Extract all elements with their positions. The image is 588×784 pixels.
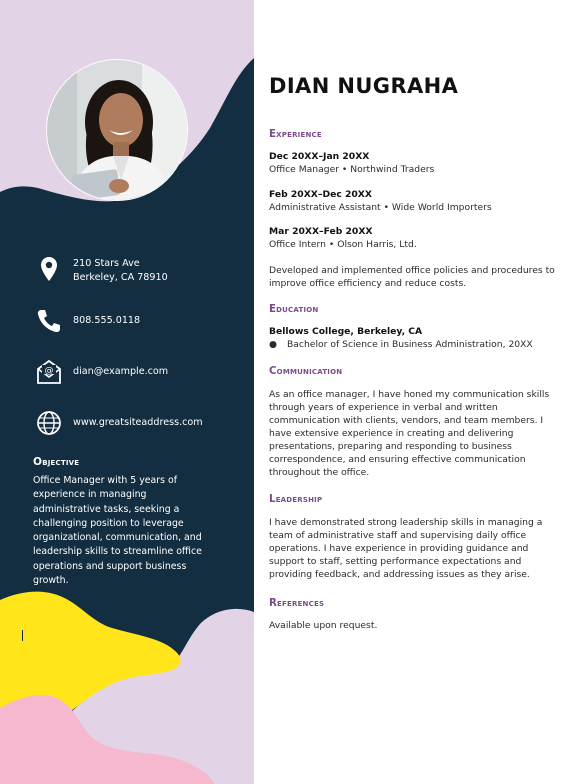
- sidebar: [0, 0, 254, 784]
- education-heading: Education: [269, 304, 319, 315]
- objective-heading: Objective: [33, 456, 80, 468]
- job-entry: [269, 225, 559, 251]
- experience-heading: Experience: [269, 129, 322, 140]
- text-cursor: [22, 630, 23, 641]
- contact-phone: [34, 306, 141, 336]
- globe-icon: [34, 408, 64, 438]
- education-degree-item: [269, 339, 533, 350]
- communication-heading: Communication: [269, 366, 343, 377]
- job-role: Administrative Assistant • Wide World Importers: [269, 202, 492, 213]
- address-line-1: 210 Stars Ave: [73, 258, 140, 269]
- leadership-heading: Leadership: [269, 494, 323, 505]
- website-url[interactable]: www.greatsiteaddress.com: [73, 417, 203, 428]
- contact-website: [34, 408, 203, 438]
- references-text: Available upon request.: [269, 620, 378, 631]
- job-dates: Dec 20XX–Jan 20XX: [269, 151, 370, 162]
- leadership-text: I have demonstrated strong leadership skills in managing a team of administrative staff and supervising daily office operations. I have experience in providing guidance and support to staff, setting performance expectations and providing feedback, and addressing issues as they arise.: [269, 517, 543, 580]
- location-pin-icon: [34, 254, 64, 284]
- job-dates: Mar 20XX–Feb 20XX: [269, 226, 373, 237]
- job-role: Office Manager • Northwind Traders: [269, 164, 435, 175]
- education-school-row: [269, 325, 559, 338]
- address-line-2: Berkeley, CA 78910: [73, 272, 168, 283]
- contact-email: [34, 357, 169, 387]
- education-degree: Bachelor of Science in Business Administration, 20XX: [287, 339, 533, 350]
- bullet: ●: [269, 339, 278, 350]
- email-address[interactable]: dian@example.com: [73, 366, 169, 377]
- contact-address: [34, 254, 168, 284]
- job-role: Office Intern • Olson Harris, Ltd.: [269, 239, 417, 250]
- job-entry: [269, 188, 559, 214]
- job-dates: Feb 20XX–Dec 20XX: [269, 189, 372, 200]
- education-school: Bellows College, Berkeley, CA: [269, 326, 423, 337]
- profile-photo: [46, 59, 188, 201]
- job-entry: [269, 150, 559, 176]
- svg-text:@: @: [44, 366, 54, 376]
- communication-text: As an office manager, I have honed my communication skills through years of experience in verbal and written communication with clients, vendors, and team members. I have extensive experience in creating and delivering presentations, preparing and responding to business correspondence, and ensuring effective communication throughout the office.: [269, 389, 550, 478]
- objective-text: Office Manager with 5 years of experience in managing administrative tasks, seeking a challenging position to leverage organizational, communication, and leadership skills to streamline office operations and support business growth.: [33, 475, 202, 587]
- phone-number[interactable]: 808.555.0118: [73, 315, 141, 326]
- references-heading: References: [269, 598, 325, 609]
- phone-icon: [34, 306, 64, 336]
- experience-summary: Developed and implemented office policies and procedures to improve office efficiency and reduce costs.: [269, 265, 555, 289]
- email-icon: [34, 357, 64, 387]
- candidate-name: DIAN NUGRAHA: [269, 74, 459, 98]
